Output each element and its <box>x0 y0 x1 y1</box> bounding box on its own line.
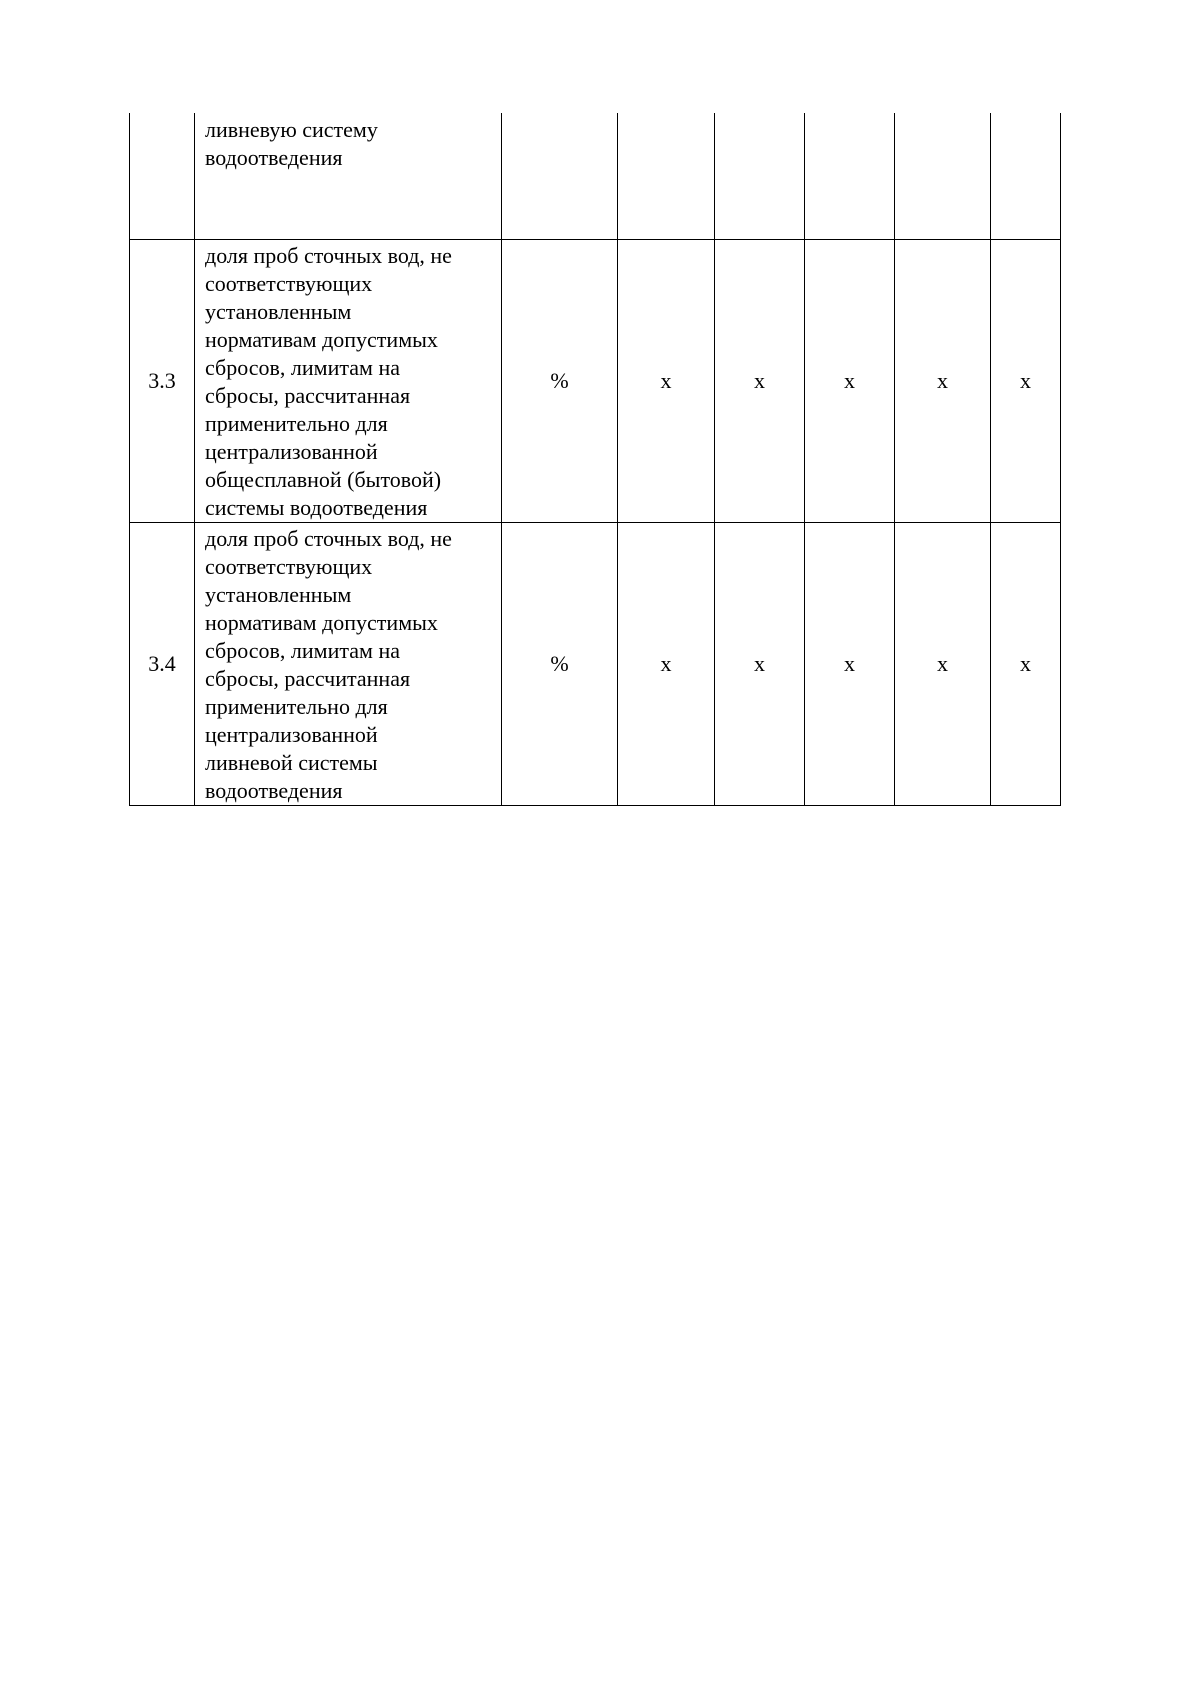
indicator-name-line: централизованной <box>205 439 378 464</box>
value-cell: x <box>805 523 895 806</box>
value-cell: x <box>715 523 805 806</box>
indicators-table <box>129 113 1061 806</box>
row-number-cell <box>130 113 195 240</box>
indicator-name-line: общесплавной (бытовой) <box>205 467 442 492</box>
value-cell: x <box>715 240 805 523</box>
indicator-name-line: водоотведения <box>205 778 343 803</box>
indicator-name-line: нормативам допустимых <box>205 610 438 635</box>
value-cell: x <box>895 240 991 523</box>
indicator-name-line: установленным <box>205 582 352 607</box>
row-number-cell: 3.4 <box>130 523 195 806</box>
indicator-name-line: ливневой системы <box>205 750 378 775</box>
unit-cell: % <box>502 240 618 523</box>
indicator-name-cell <box>195 523 502 806</box>
indicator-name-line: соответствующих <box>205 554 373 579</box>
indicator-name-line: применительно для <box>205 411 388 436</box>
value-cell <box>618 113 715 240</box>
indicator-name-line: сбросов, лимитам на <box>205 355 400 380</box>
value-cell: x <box>618 523 715 806</box>
indicator-name-line: установленным <box>205 299 352 324</box>
indicator-name-line: сбросы, рассчитанная <box>205 383 411 408</box>
value-cell <box>715 113 805 240</box>
value-cell: x <box>991 523 1061 806</box>
value-cell <box>805 113 895 240</box>
indicator-name-line: соответствующих <box>205 271 373 296</box>
indicator-name-line: водоотведения <box>205 145 343 170</box>
indicator-name-cell <box>195 240 502 523</box>
table-row-continuation <box>130 113 1061 240</box>
unit-cell <box>502 113 618 240</box>
table-row-3-4 <box>130 523 1061 806</box>
indicator-name-line: сбросы, рассчитанная <box>205 666 411 691</box>
value-cell <box>895 113 991 240</box>
table-row-3-3 <box>130 240 1061 523</box>
indicator-name-line: применительно для <box>205 694 388 719</box>
indicator-name-line: централизованной <box>205 722 378 747</box>
unit-cell: % <box>502 523 618 806</box>
value-cell: x <box>805 240 895 523</box>
indicator-name-line: сбросов, лимитам на <box>205 638 400 663</box>
value-cell: x <box>618 240 715 523</box>
indicator-name-line: доля проб сточных вод, не <box>205 243 452 268</box>
value-cell: x <box>895 523 991 806</box>
indicator-name-line: ливневую систему <box>205 117 378 142</box>
value-cell <box>991 113 1061 240</box>
value-cell: x <box>991 240 1061 523</box>
indicator-name-line: нормативам допустимых <box>205 327 438 352</box>
row-number-cell: 3.3 <box>130 240 195 523</box>
indicator-name-cell <box>195 113 502 240</box>
indicator-name-line: системы водоотведения <box>205 495 428 520</box>
indicator-name-line: доля проб сточных вод, не <box>205 526 452 551</box>
